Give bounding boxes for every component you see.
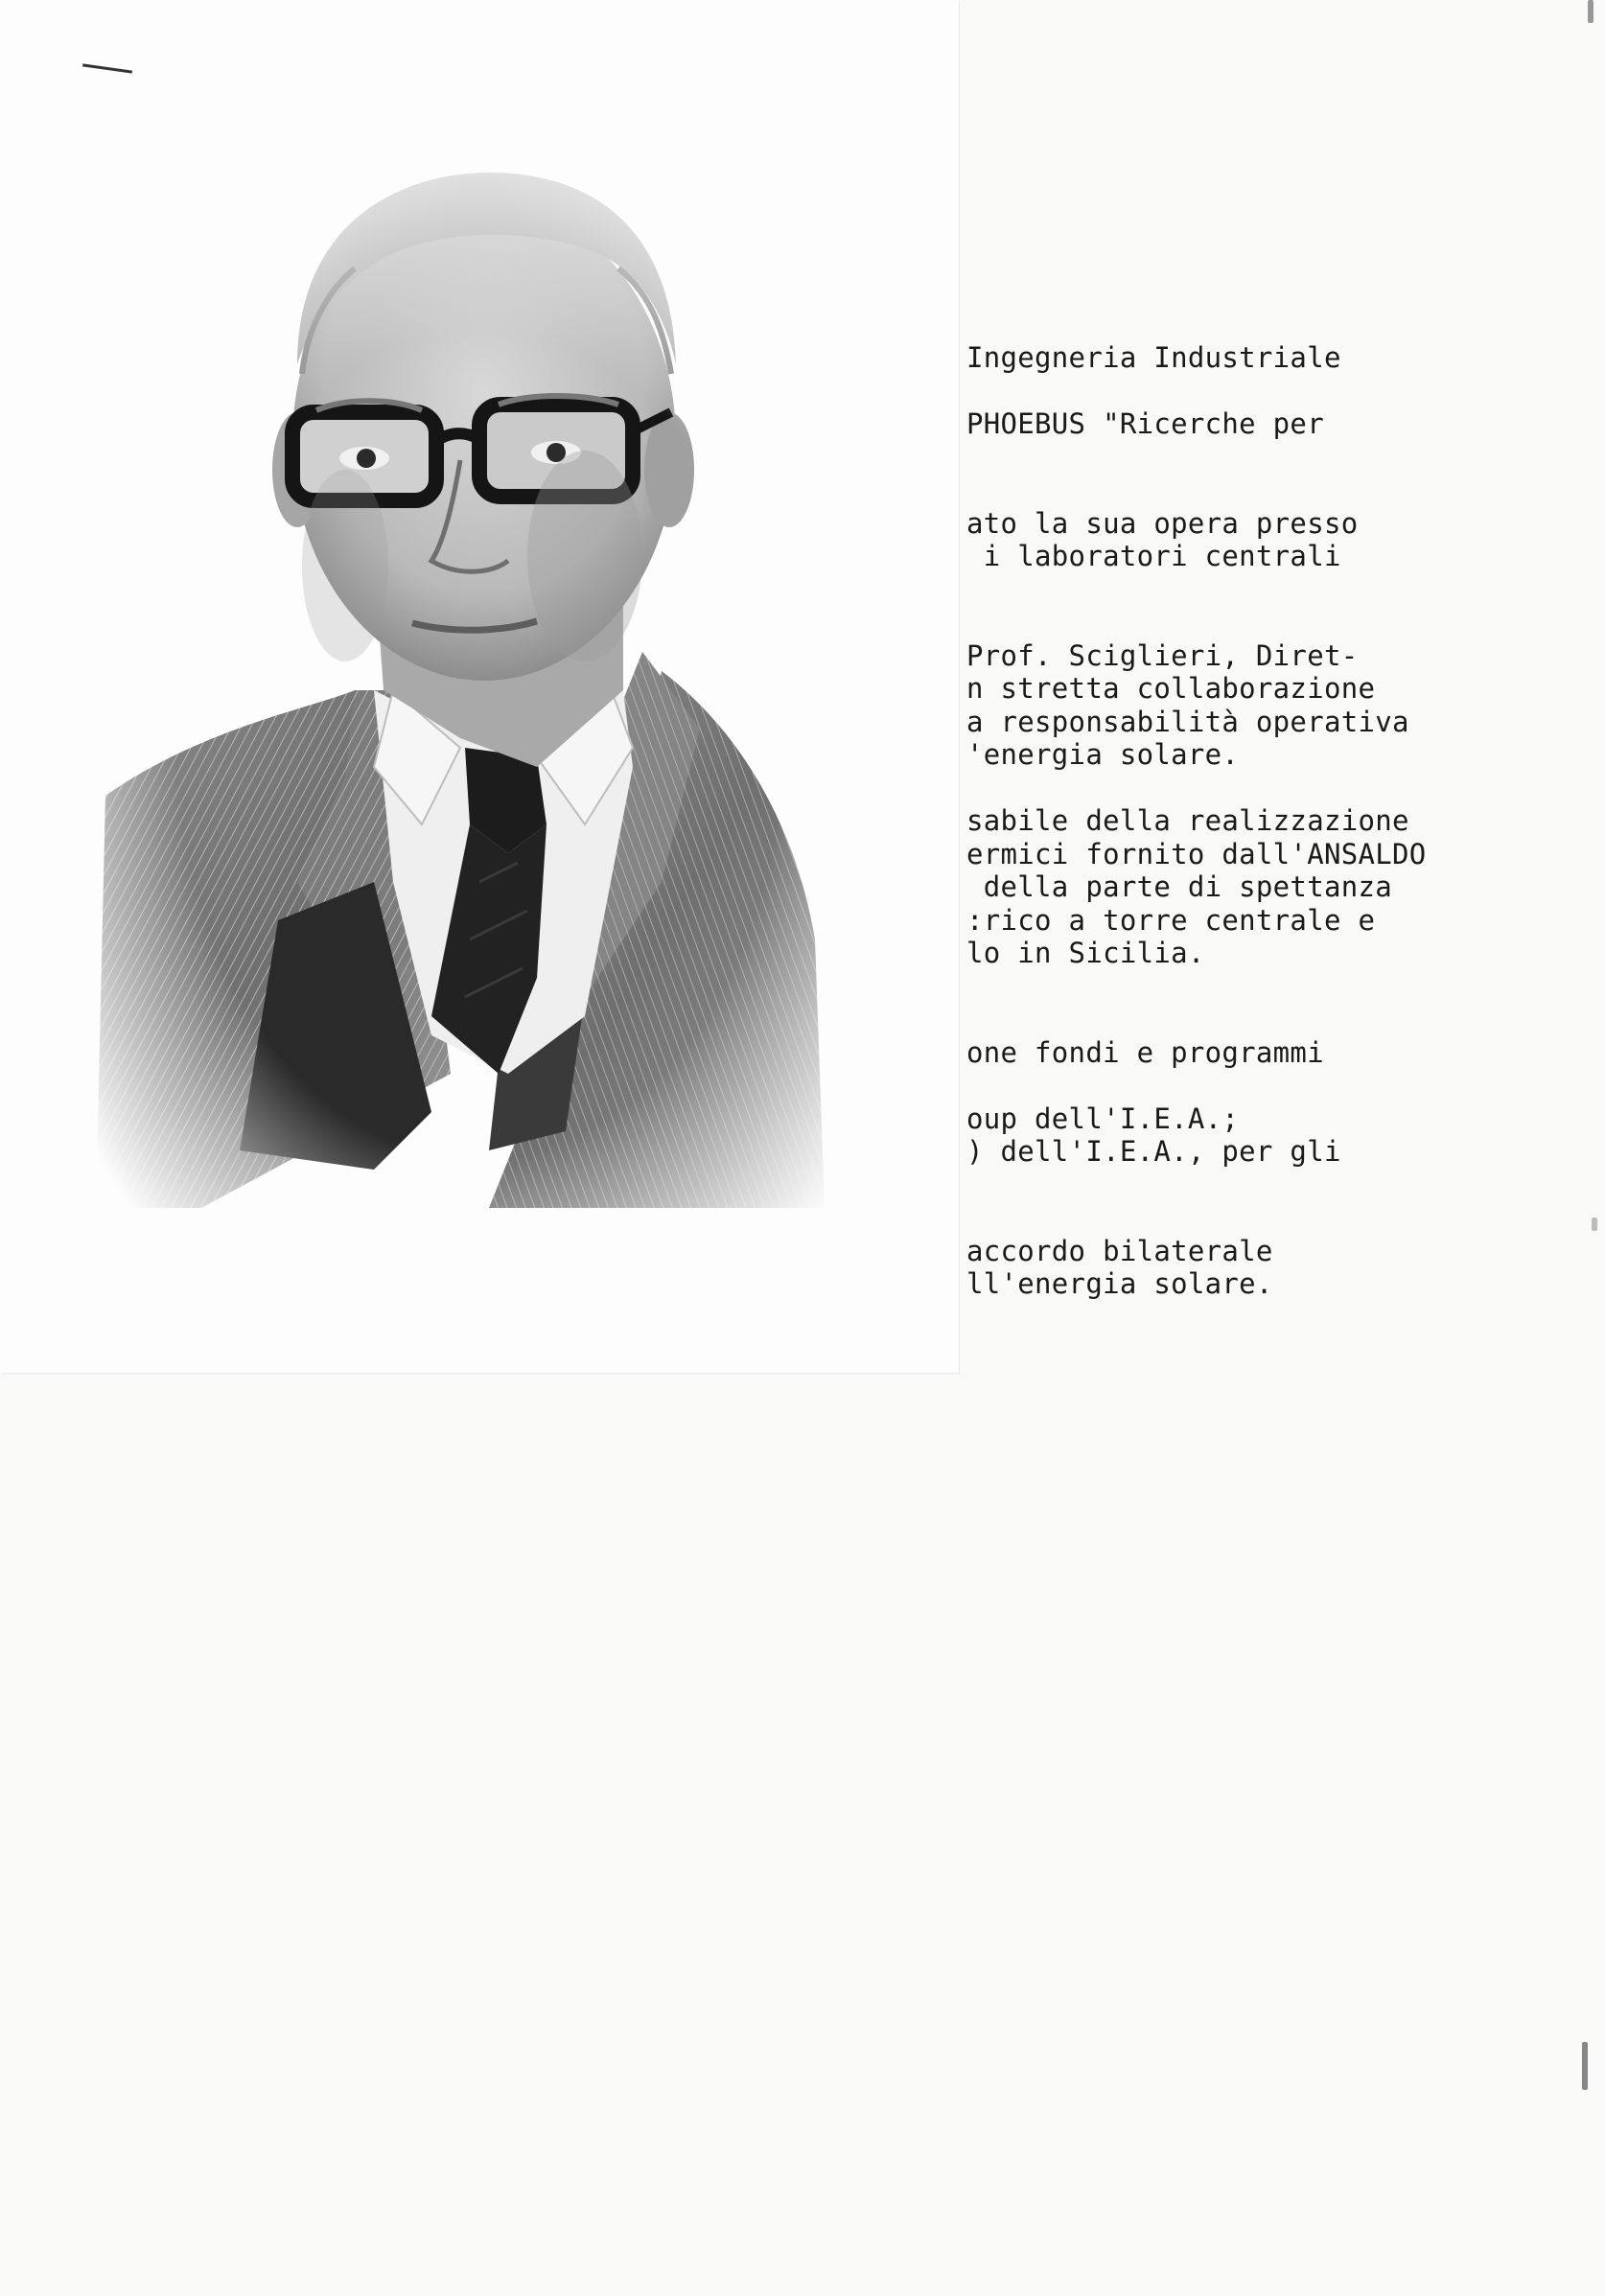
- portrait-photo: [0, 0, 959, 1373]
- scan-edge-mark: [1588, 0, 1593, 23]
- typed-line: lo in Sicilia.: [966, 937, 1205, 969]
- typed-line: ato la sua opera presso: [966, 506, 1359, 540]
- pen-mark: [82, 63, 132, 73]
- typed-line: ermici fornito dall'ANSALDO: [966, 837, 1427, 870]
- typed-line: [966, 441, 1427, 475]
- typed-line: sabile della realizzazione: [966, 804, 1409, 837]
- typed-line: Ingegneria Industriale: [966, 341, 1341, 374]
- typed-line: :rico a torre centrale e: [966, 903, 1376, 937]
- typed-line: i laboratori centrali: [966, 540, 1341, 572]
- typed-line: Prof. Sciglieri, Diret-: [966, 638, 1359, 672]
- typed-line: [966, 1169, 1427, 1202]
- typed-line: oup dell'I.E.A.;: [966, 1102, 1240, 1135]
- typed-line: [966, 474, 1427, 507]
- typed-line: 'energia solare.: [966, 738, 1240, 771]
- typed-line: della parte di spettanza: [966, 870, 1392, 903]
- typed-line: a responsabilità operativa: [966, 705, 1409, 738]
- typed-line: [966, 1069, 1427, 1102]
- typed-line: [966, 1003, 1427, 1036]
- typed-line: one fondi e programmi: [966, 1035, 1324, 1069]
- typed-line: ) dell'I.E.A., per gli: [966, 1135, 1341, 1168]
- typed-line: PHOEBUS "Ricerche per: [966, 407, 1324, 440]
- typed-line: [966, 1201, 1427, 1235]
- typed-line: [966, 375, 1427, 408]
- typed-line: [966, 573, 1427, 607]
- typed-line: [966, 970, 1427, 1004]
- typed-text-block: [966, 341, 1427, 1301]
- portrait-image: [86, 153, 872, 1227]
- typed-line: ll'energia solare.: [966, 1267, 1273, 1300]
- typed-line: [966, 606, 1427, 639]
- typed-line: accordo bilaterale: [966, 1234, 1273, 1267]
- typed-line: [966, 772, 1427, 805]
- scan-edge-mark: [1592, 1218, 1597, 1231]
- scan-edge-mark: [1582, 2042, 1588, 2090]
- typed-line: n stretta collaborazione: [966, 672, 1376, 705]
